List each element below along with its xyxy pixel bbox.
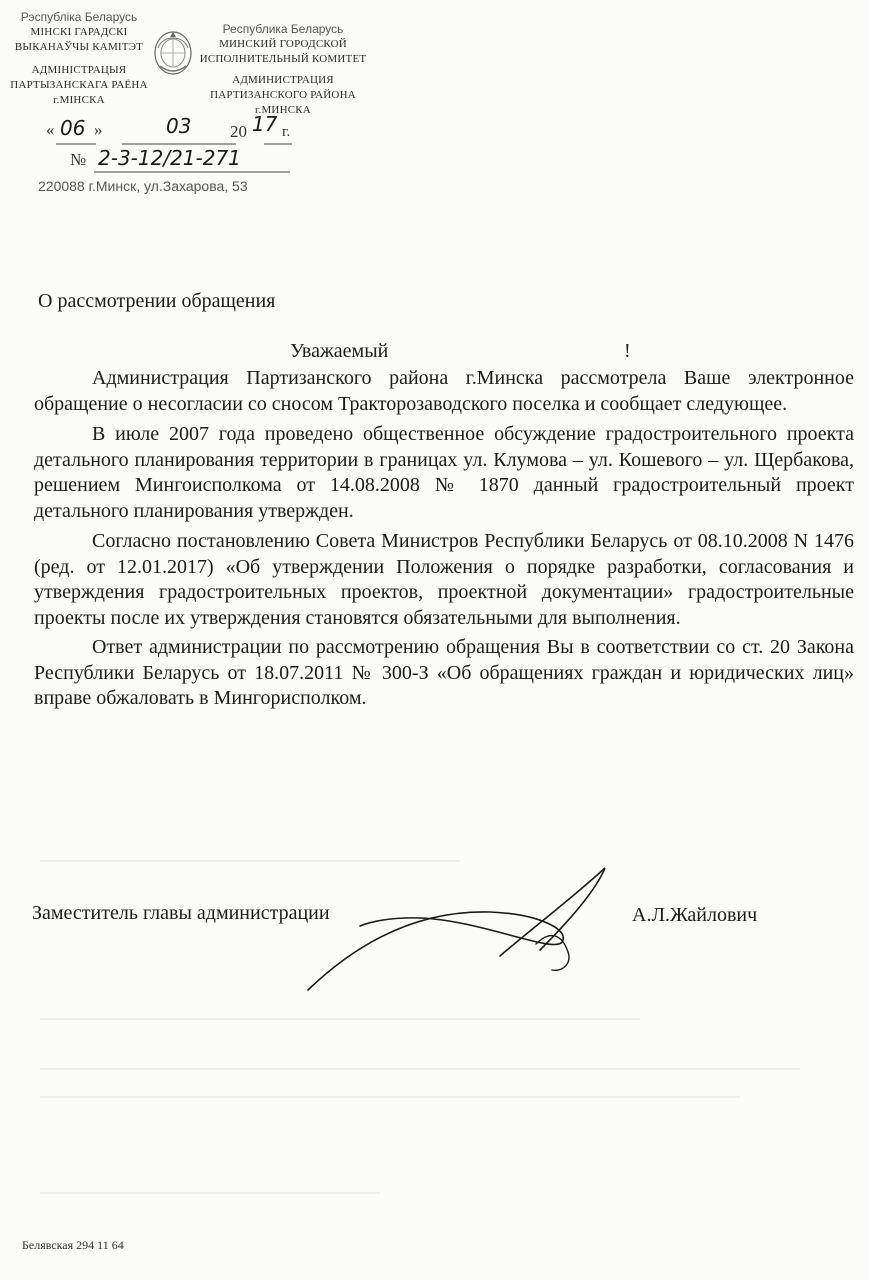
number-value: 2-3-12/21-271 — [98, 146, 241, 170]
greeting-line — [0, 340, 869, 368]
letterhead-line: АДМИНИСТРАЦИЯ — [232, 74, 334, 86]
executor-phone: Белявская 294 11 64 — [22, 1238, 124, 1252]
body-paragraph: Администрация Партизанского района г.Минска рассмотрела Ваше электронное обращение о несогласии со сносом Тракторозаводского поселка и сообщает следующее. — [34, 367, 854, 415]
body-paragraph: В июле 2007 года проведено общественное обсуждение градостроительного проекта детального планирования территории в границах ул. Клумова – ул. Кошевого – ул. Щербакова, решением Мингоисполкома от 14.08.2008 № 1870 данный градостроительный проект детального планирования утвержден. — [34, 423, 854, 522]
letter-subject: О рассмотрении обращения — [38, 290, 276, 312]
letterhead-country-by: Рэспубліка Беларусь — [20, 10, 138, 24]
letterhead-line: АДМІНІСТРАЦЫЯ — [31, 64, 127, 76]
letter-body — [34, 366, 854, 712]
date-year-suffix: 17 — [252, 112, 278, 136]
letterhead-line: МИНСКИЙ ГОРОДСКОЙ — [219, 38, 347, 50]
bleed-through-line — [40, 1192, 380, 1194]
outgoing-date: « 06 » 03 20 17 г. — [46, 118, 306, 148]
letterhead-line: ПАРТИЗАНСКОГО РАЙОНА — [210, 89, 356, 101]
signatory-title: Заместитель главы администрации — [32, 902, 330, 924]
body-paragraph: Согласно постановлению Совета Министров Республики Беларусь от 08.10.2008 N 1476 (ред. от 12.01.2017) «Об утверждении Положения о порядке разработки, согласования и утверждения градостроительных проектов, проектной документации» градостроительные проекты после их утверждения становятся обязательными для выполнения. — [34, 530, 854, 629]
bleed-through-line — [40, 1018, 640, 1020]
date-day: 06 — [60, 116, 86, 140]
letterhead-line: ПАРТЫЗАНСКАГА РАЁНА — [10, 79, 148, 91]
letterhead-left — [6, 10, 152, 108]
body-paragraph: Ответ администрации по рассмотрению обращения Вы в соответствии со ст. 20 Закона Республики Беларусь от 18.07.2011 № 300-З «Об обращениях граждан и юридических лиц» вправе обжаловать в Мингорисполком. — [34, 636, 854, 709]
bleed-through-line — [40, 1068, 800, 1070]
number-prefix: № — [70, 150, 87, 169]
bleed-through-line — [40, 1096, 740, 1098]
number-underline — [94, 170, 294, 174]
sender-address: 220088 г.Минск, ул.Захарова, 53 — [38, 178, 248, 194]
handwritten-signature — [300, 860, 620, 1000]
letterhead-line: ИСПОЛНИТЕЛЬНЫЙ КОМИТЕТ — [199, 53, 367, 65]
letterhead-line: г.МИНСКА — [255, 104, 311, 116]
outgoing-number — [70, 148, 310, 176]
letterhead-line: ВЫКАНАЎЧЫ КАМІТЭТ — [14, 41, 144, 53]
date-year-unit: г. — [282, 124, 291, 140]
letterhead-line: г.МІНСКА — [53, 94, 105, 106]
letterhead-country-ru: Республика Беларусь — [222, 22, 344, 36]
signatory-name: А.Л.Жайлович — [632, 904, 758, 926]
greeting-exclamation: ! — [624, 340, 631, 362]
greeting-word: Уважаемый — [290, 340, 389, 362]
letterhead-right — [198, 22, 368, 118]
letterhead-line: МІНСКІ ГАРАДСКІ — [30, 26, 128, 38]
date-year-prefix: 20 — [230, 122, 247, 141]
date-month: 03 — [166, 114, 192, 138]
state-emblem-icon — [150, 26, 196, 78]
